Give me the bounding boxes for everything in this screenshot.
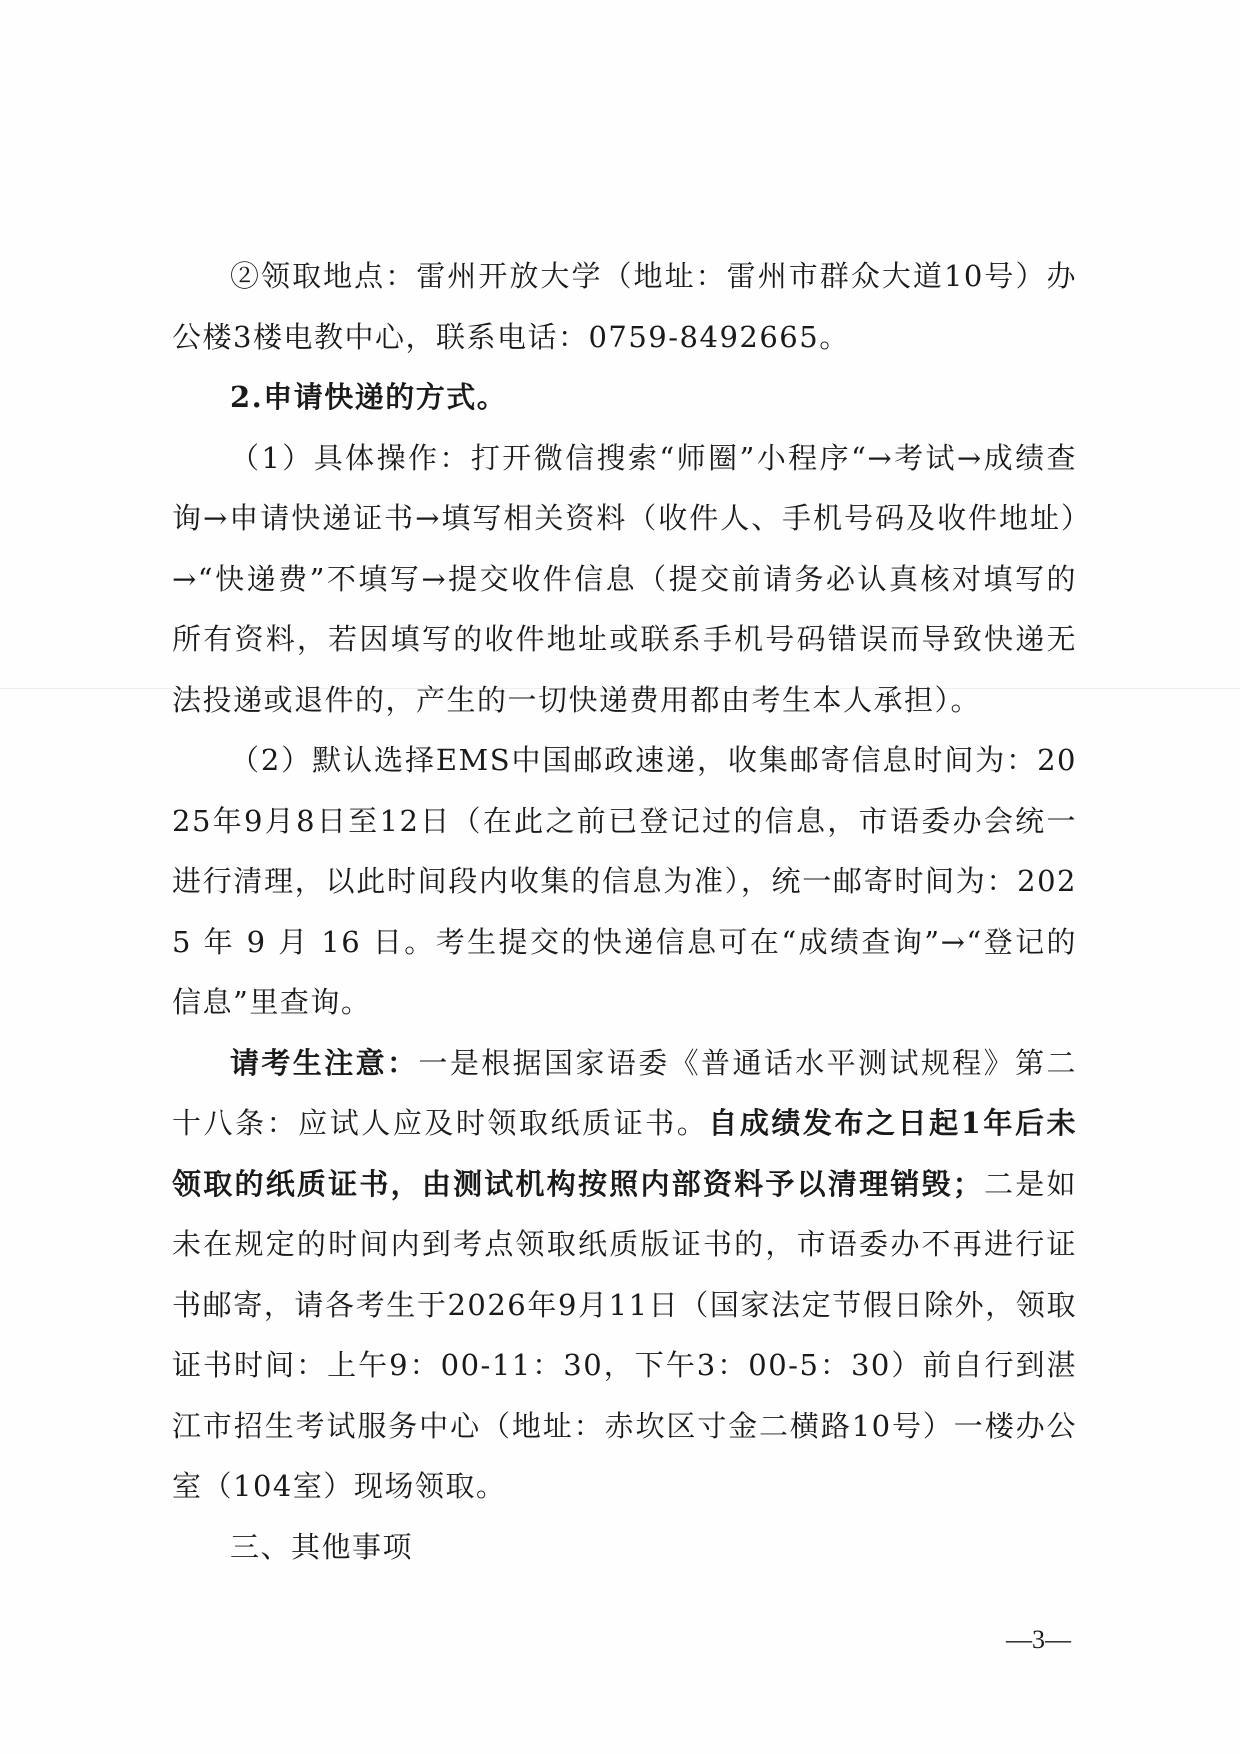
subheading-express-method: 2.申请快递的方式。 — [230, 380, 508, 414]
notice-text-part-1: 一是根据国家语委《普通话水平测试规程》第二十八条：应试人应及时领取纸质证书。 — [172, 1045, 1077, 1140]
paragraph-express-step-2: （2）默认选择EMS中国邮政速递，收集邮寄信息时间为：2025年9月8日至12日（在此之前已登记过的信息，市语委办会统一进行清理，以此时间段内收集的信息为准），统一邮寄时间为：2025 年 9 月 16 日。考生提交的快递信息可在“成绩查询”→“登记的信息”里查询。 — [172, 743, 1077, 1019]
document-body — [172, 246, 1077, 1577]
paragraph-pickup-location: ②领取地点：雷州开放大学（地址：雷州市群众大道10号）办公楼3楼电教中心，联系电话：0759-8492665。 — [172, 259, 1077, 354]
notice-text-bold-warning: 自成绩发布之日起1年后未领取的纸质证书，由测试机构按照内部资料予以清理销毁； — [172, 1106, 1077, 1201]
section-heading-other-matters: 三、其他事项 — [230, 1529, 414, 1564]
notice-label: 请考生注意： — [230, 1045, 419, 1080]
notice-text-part-2: 二是如未在规定的时间内到考点领取纸质版证书的，市语委办不再进行证书邮寄，请各考生于2026年9月11日（国家法定节假日除外，领取证书时间：上午9：00-11：30，下午3：00-5：30）前自行到湛江市招生考试服务中心（地址：赤坎区寸金二横路10号）一楼办公室（104室）现场领取。 — [172, 1166, 1077, 1503]
page-number: —3— — [1006, 1625, 1071, 1654]
paragraph-express-step-1: （1）具体操作：打开微信搜索“师圈”小程序“→考试→成绩查询→申请快递证书→填写相关资料（收件人、手机号码及收件地址）→“快递费”不填写→提交收件信息（提交前请务必认真核对填写的所有资料，若因填写的收件地址或联系手机号码错误而导致快递无法投递或退件的，产生的一切快递费用都由考生本人承担）。 — [172, 440, 1077, 717]
paragraph-notice — [172, 1033, 1077, 1517]
